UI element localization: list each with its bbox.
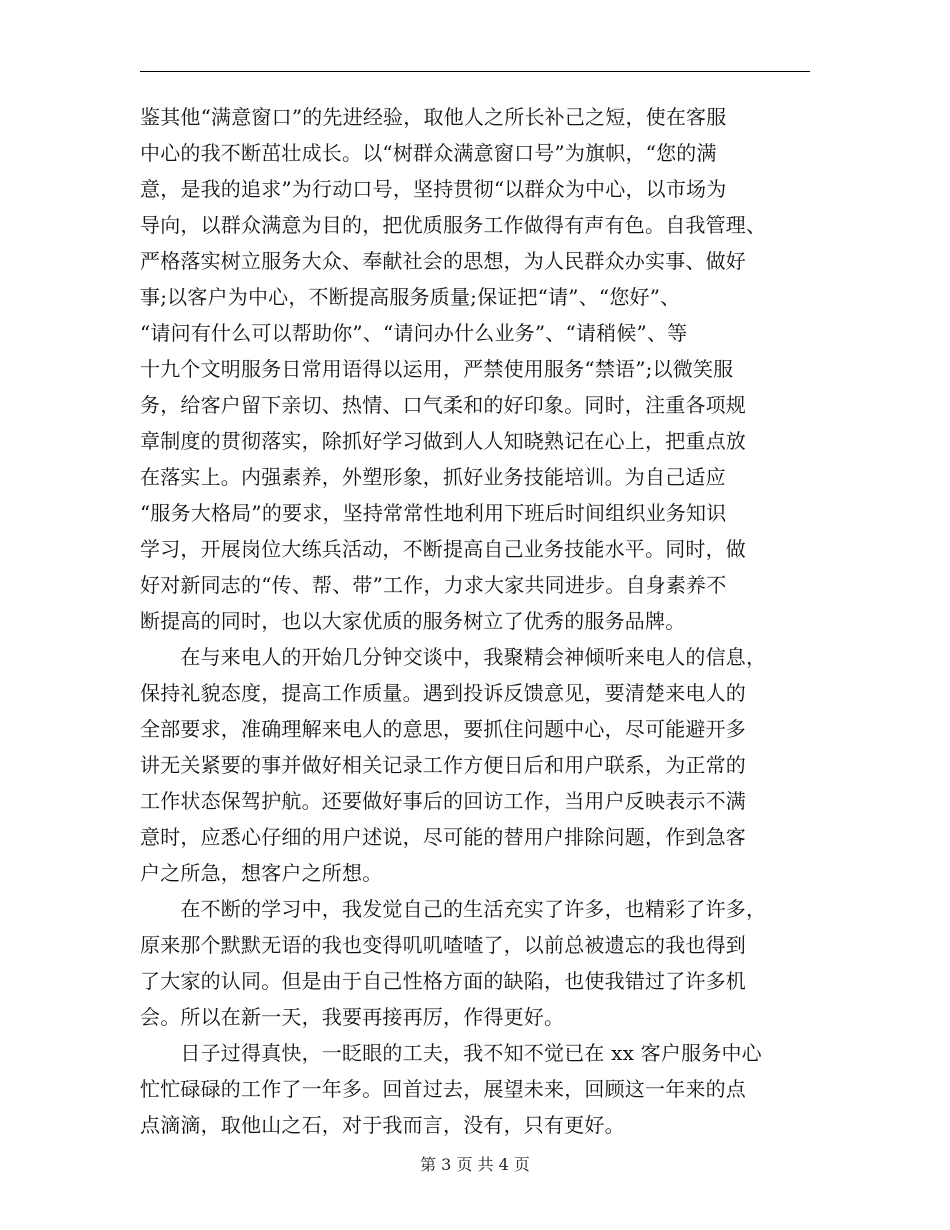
text-line: 在不断的学习中，我发觉自己的生活充实了许多，也精彩了许多， (140, 897, 767, 921)
text-line: 断提高的同时，也以大家优质的服务树立了优秀的服务品牌。 (140, 609, 686, 633)
text-line: 严格落实树立服务大众、奉献社会的思想，为人民群众办实事、做好 (140, 249, 746, 273)
text-line: 全部要求，准确理解来电人的意思，要抓住问题中心，尽可能避开多 (140, 717, 746, 741)
text-line: 好对新同志的“传、帮、带”工作，力求大家共同进步。自身素养不 (140, 573, 727, 597)
text-line: 在与来电人的开始几分钟交谈中，我聚精会神倾听来电人的信息， (140, 645, 767, 669)
text-line: 讲无关紧要的事并做好相关记录工作方便日后和用户联系，为正常的 (140, 753, 746, 777)
text-line: 保持礼貌态度，提高工作质量。遇到投诉反馈意见，要清楚来电人的 (140, 681, 746, 705)
text-line: 意，是我的追求”为行动口号，坚持贯彻“以群众为中心，以市场为 (140, 177, 727, 201)
text-line: 了大家的认同。但是由于自己性格方面的缺陷，也使我错过了许多机 (140, 969, 746, 993)
page-number-footer: 第 3 页 共 4 页 (420, 1155, 530, 1174)
text-line: 工作状态保驾护航。还要做好事后的回访工作，当用户反映表示不满 (140, 789, 746, 813)
text-line: 户之所急，想客户之所想。 (140, 861, 383, 885)
text-line: 导向，以群众满意为目的，把优质服务工作做得有声有色。自我管理、 (140, 213, 767, 237)
text-line: 中心的我不断茁壮成长。以“树群众满意窗口号”为旗帜，“您的满 (140, 141, 717, 165)
text-line: 点滴滴，取他山之石，对于我而言，没有，只有更好。 (140, 1113, 625, 1137)
text-line: 意时，应悉心仔细的用户述说，尽可能的替用户排除问题，作到急客 (140, 825, 746, 849)
text-line: “服务大格局”的要求，坚持常常性地利用下班后时间组织业务知识 (140, 501, 727, 525)
text-line: 章制度的贯彻落实，除抓好学习做到人人知晓熟记在心上，把重点放 (140, 429, 746, 453)
text-line: 会。所以在新一天，我要再接再厉，作得更好。 (140, 1005, 565, 1029)
text-line: 日子过得真快，一眨眼的工夫，我不知不觉已在 xx 客户服务中心 (140, 1041, 762, 1065)
text-line: 鉴其他“满意窗口”的先进经验，取他人之所长补己之短，使在客服 (140, 105, 727, 129)
text-line: 忙忙碌碌的工作了一年多。回首过去，展望未来，回顾这一年来的点 (140, 1077, 746, 1101)
text-line: 学习，开展岗位大练兵活动，不断提高自己业务技能水平。同时，做 (140, 537, 746, 561)
text-line: 在落实上。内强素养，外塑形象，抓好业务技能培训。为自己适应 (140, 465, 726, 489)
text-line: 事;以客户为中心，不断提高服务质量;保证把“请”、“您好”、 (140, 285, 681, 309)
text-line: 原来那个默默无语的我也变得叽叽喳喳了，以前总被遗忘的我也得到 (140, 933, 746, 957)
text-line: 务，给客户留下亲切、热情、口气柔和的好印象。同时，注重各项规 (140, 393, 746, 417)
text-line: “请问有什么可以帮助你”、“请问办什么业务”、“请稍候”、等 (140, 321, 688, 345)
header-rule (140, 71, 810, 72)
text-line: 十九个文明服务日常用语得以运用，严禁使用服务“禁语”;以微笑服 (140, 357, 734, 381)
